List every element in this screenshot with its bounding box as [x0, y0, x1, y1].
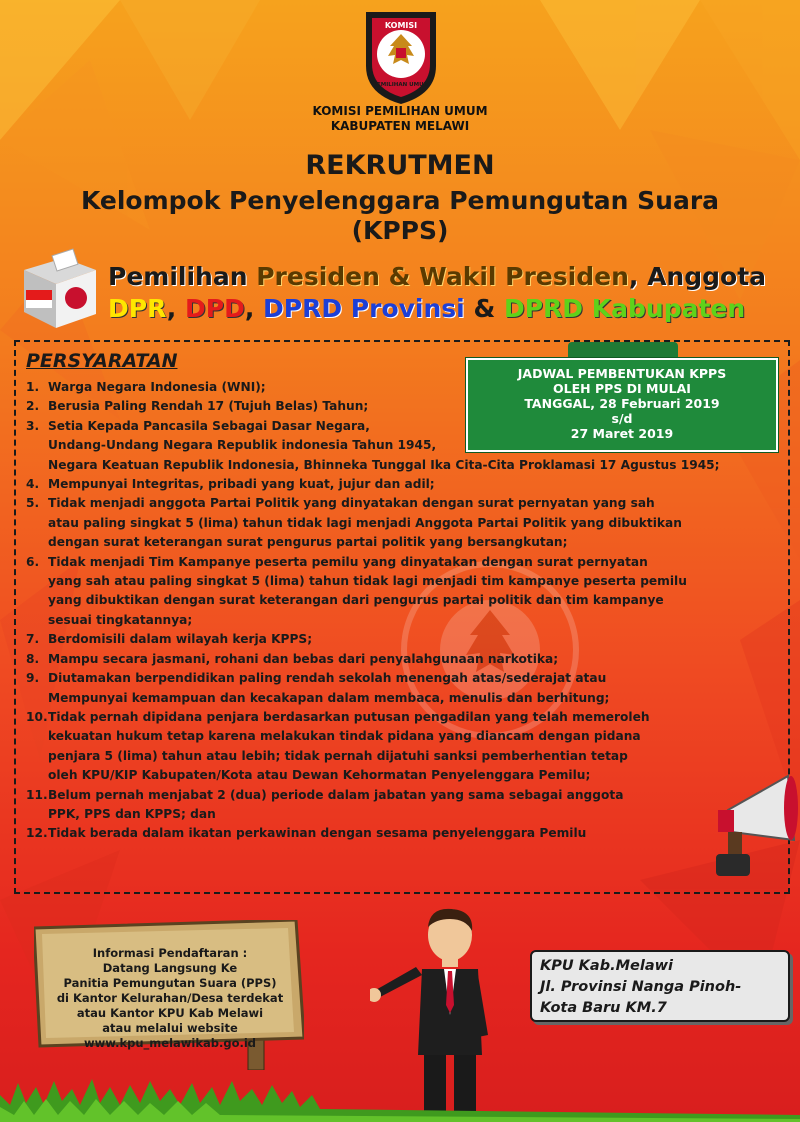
requirement-number: 7. [26, 632, 40, 647]
requirement-number: 1. [26, 380, 40, 394]
requirement-text-continued: penjara 5 (lima) tahun atau lebih; tidak pernah dijatuhi sanksi pemberhentian tetap [48, 748, 628, 763]
requirement-number: 10. [26, 709, 48, 724]
election-dpd: DPD [185, 294, 245, 323]
election-sep2: , [244, 294, 264, 323]
election-text-presiden: Presiden & Wakil Presiden [256, 262, 629, 291]
requirements-list [26, 378, 786, 844]
schedule-line3: TANGGAL, 28 Februari 2019 [524, 396, 720, 411]
requirement-text: Berdomisili dalam wilayah kerja KPPS; [48, 632, 313, 647]
election-heading-line1 [108, 262, 798, 291]
megaphone-icon [708, 770, 798, 880]
subtitle-line2: (KPPS) [351, 216, 449, 245]
address-card [530, 950, 790, 1022]
requirement-text: Mampu secara jasmani, rohani dan bebas dari penyalahgunaan narkotika; [48, 651, 559, 666]
requirement-text-continued: dengan surat keterangan surat pengurus partai politik yang bersangkutan; [48, 535, 568, 550]
requirement-number: 9. [26, 671, 40, 686]
organization-name [250, 104, 550, 134]
requirements-title: PERSYARATAN [26, 350, 178, 372]
requirement-text-continued: Mempunyai kemampuan dan kecakapan dalam membaca, menulis dan berhitung; [48, 690, 610, 705]
registration-line4: di Kantor Kelurahan/Desa terdekat [56, 991, 284, 1005]
requirement-number: 4. [26, 477, 40, 492]
requirement-text: Belum pernah menjabat 2 (dua) periode dalam jabatan yang sama sebagai anggota [48, 787, 624, 802]
page-subtitle [0, 186, 800, 246]
election-text-c: , Anggota [628, 262, 767, 291]
registration-line3: Panitia Pemungutan Suara (PPS) [63, 976, 277, 990]
requirement-item [26, 669, 786, 708]
requirement-text: Mempunyai Integritas, pribadi yang kuat, jujur dan adil; [48, 477, 435, 492]
requirement-item [26, 417, 786, 475]
election-text-a: Pemilihan [108, 262, 257, 291]
requirement-text: Tidak pernah dipidana penjara berdasarkan putusan pengadilan yang telah memeroleh [48, 709, 650, 724]
requirement-text: Tidak menjadi Tim Kampanye peserta pemilu yang dinyatakan dengan surat pernyatan [48, 554, 648, 569]
org-name-line2: KABUPATEN MELAWI [330, 119, 470, 133]
subtitle-line1: Kelompok Penyelenggara Pemungutan Suara [80, 186, 720, 215]
requirement-text: Berusia Paling Rendah 17 (Tujuh Belas) Tahun; [48, 399, 369, 414]
requirement-item [26, 630, 786, 649]
requirement-item [26, 475, 786, 494]
registration-line2: Datang Langsung Ke [102, 961, 238, 975]
requirement-text: Tidak menjadi anggota Partai Politik yang dinyatakan dengan surat pernyatan yang sah [48, 496, 655, 511]
schedule-line4: s/d [611, 411, 633, 426]
requirement-text-continued: sesuai tingkatannya; [48, 612, 193, 627]
election-dprd-kabupaten: DPRD Kabupaten [503, 294, 746, 323]
requirement-text: Warga Negara Indonesia (WNI); [48, 380, 266, 394]
schedule-line2: OLEH PPS DI MULAI [553, 381, 691, 396]
requirement-number: 11. [26, 787, 48, 802]
requirement-text-continued: PPK, PPS dan KPPS; dan [48, 806, 216, 821]
schedule-line5: 27 Maret 2019 [570, 426, 674, 441]
address-line3: Kota Baru KM.7 [540, 1000, 667, 1016]
election-dprd-provinsi: DPRD Provinsi [263, 294, 465, 323]
requirement-item [26, 650, 786, 669]
requirement-number: 2. [26, 399, 40, 414]
kpu-logo [360, 6, 442, 106]
requirement-item [26, 553, 786, 631]
requirement-number: 12. [26, 826, 48, 841]
election-dpr: DPR [108, 294, 167, 323]
schedule-line1: JADWAL PEMBENTUKAN KPPS [517, 366, 727, 381]
requirement-item [26, 786, 786, 825]
registration-line1: Informasi Pendaftaran : [92, 946, 248, 960]
requirement-number: 6. [26, 554, 40, 569]
registration-website: www.kpu_melawikab.go.id [83, 1036, 257, 1050]
requirement-text-continued: Negara Keatuan Republik Indonesia, Bhinneka Tunggal Ika Cita-Cita Proklamasi 17 Agustus 1945; [48, 457, 720, 472]
requirement-number: 5. [26, 496, 40, 511]
requirement-number: 8. [26, 651, 40, 666]
requirement-text: Tidak berada dalam ikatan perkawinan dengan sesama penyelenggara Pemilu [48, 826, 587, 841]
requirement-text-continued: oleh KPU/KIP Kabupaten/Kota atau Dewan Kehormatan Penyelenggara Pemilu; [48, 768, 591, 783]
logo-text-bottom: PEMILIHAN UMUM [372, 82, 430, 88]
election-sep1: , [166, 294, 185, 323]
registration-line5: atau Kantor KPU Kab Melawi [76, 1006, 264, 1020]
requirement-text-continued: yang sah atau paling singkat 5 (lima) tahun tidak lagi menjadi tim kampanye peserta pemilu [48, 574, 687, 589]
requirement-item [26, 708, 786, 786]
requirement-text-continued: atau paling singkat 5 (lima) tahun tidak lagi menjadi Anggota Partai Politik yang dibuktikan [48, 515, 682, 530]
requirement-item [26, 824, 786, 843]
requirement-item [26, 378, 786, 397]
page-title: REKRUTMEN [305, 150, 495, 181]
ballot-box-icon [20, 248, 100, 330]
requirement-text-continued: kekuatan hukum tetap karena melakukan tindak pidana yang diancam dengan pidana [48, 729, 641, 744]
election-heading-line2 [108, 294, 798, 323]
requirement-text-continued: yang dibuktikan dengan surat keterangan dari pengurus partai politik dan tim kampanye [48, 593, 664, 608]
requirement-text: Diutamakan berpendidikan paling rendah sekolah menengah atas/sederajat atau [48, 671, 607, 686]
address-line1: KPU Kab.Melawi [540, 958, 673, 974]
grass-decoration [0, 1075, 800, 1122]
org-name-line1: KOMISI PEMILIHAN UMUM [312, 104, 488, 118]
registration-line6: atau melalui website [102, 1021, 238, 1035]
requirement-item [26, 397, 786, 416]
requirement-text: Setia Kepada Pancasila Sebagai Dasar Negara, [48, 418, 370, 433]
registration-info [46, 946, 294, 1051]
election-amp: & [464, 294, 504, 323]
logo-text-top: KOMISI [384, 21, 418, 30]
requirement-number: 3. [26, 418, 40, 433]
address-line2: Jl. Provinsi Nanga Pinoh- [540, 979, 742, 995]
requirement-item [26, 494, 786, 552]
requirement-text-continued: Undang-Undang Negara Republik indonesia Tahun 1945, [48, 438, 437, 453]
